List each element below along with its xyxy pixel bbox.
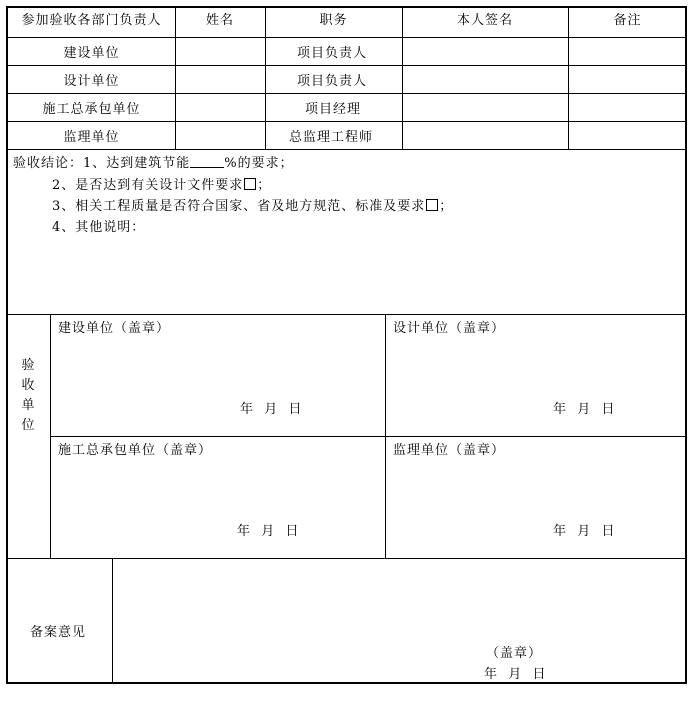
quality-compliance-checkbox[interactable]	[426, 199, 438, 211]
design-compliance-checkbox[interactable]	[244, 178, 256, 190]
record-date: 年 月 日	[484, 667, 547, 682]
section-divider	[6, 558, 687, 559]
record-label: 备案意见	[30, 625, 87, 640]
conclusion-line-2-end: ；	[257, 178, 272, 193]
header-position: 职务	[319, 12, 348, 28]
row-dept-designer: 设计单位	[63, 73, 120, 89]
row-title-contractor: 项目经理	[305, 101, 362, 117]
contractor-seal-label: 施工总承包单位（盖章）	[58, 443, 213, 458]
contractor-date: 年 月 日	[237, 524, 300, 539]
conclusion-line-1-suffix: %的要求；	[224, 156, 294, 171]
builder-seal-label: 建设单位（盖章）	[58, 321, 171, 336]
header-signature: 本人签名	[456, 12, 513, 28]
designer-date: 年 月 日	[553, 402, 616, 417]
header-name: 姓名	[205, 12, 234, 28]
conclusion-line-3	[52, 195, 453, 214]
header-remarks: 备注	[613, 12, 642, 28]
row-divider	[6, 149, 687, 150]
acceptance-label: 验收单位	[21, 358, 35, 433]
conclusion-line-4: 4、其他说明：	[52, 220, 146, 235]
row-dept-contractor: 施工总承包单位	[42, 101, 141, 117]
supervisor-date: 年 月 日	[553, 524, 616, 539]
record-seal: （盖章）	[486, 646, 543, 661]
acceptance-middle-divider	[50, 436, 687, 437]
conclusion-line-3-end: ；	[439, 199, 454, 214]
conclusion-line-3-text: 3、相关工程质量是否符合国家、省及地方规范、标准及要求	[52, 199, 426, 214]
row-dept-supervisor: 监理单位	[63, 129, 120, 145]
conclusion-line-2-text: 2、是否达到有关设计文件要求	[52, 178, 244, 193]
row-title-supervisor: 总监理工程师	[289, 129, 374, 145]
supervisor-seal-label: 监理单位（盖章）	[393, 443, 506, 458]
designer-seal-label: 设计单位（盖章）	[393, 321, 506, 336]
row-title-designer: 项目负责人	[297, 73, 368, 89]
row-dept-builder: 建设单位	[63, 45, 120, 61]
conclusion-line-1-prefix: 验收结论：1、达到建筑节能	[13, 156, 191, 171]
header-department: 参加验收各部门负责人	[21, 12, 162, 28]
row-title-builder: 项目负责人	[297, 45, 368, 61]
conclusion-line-2	[52, 174, 271, 193]
section-divider	[6, 314, 687, 315]
percent-blank[interactable]	[190, 155, 224, 168]
conclusion-line-1	[13, 152, 294, 171]
record-label-divider	[112, 558, 113, 684]
builder-date: 年 月 日	[240, 402, 303, 417]
